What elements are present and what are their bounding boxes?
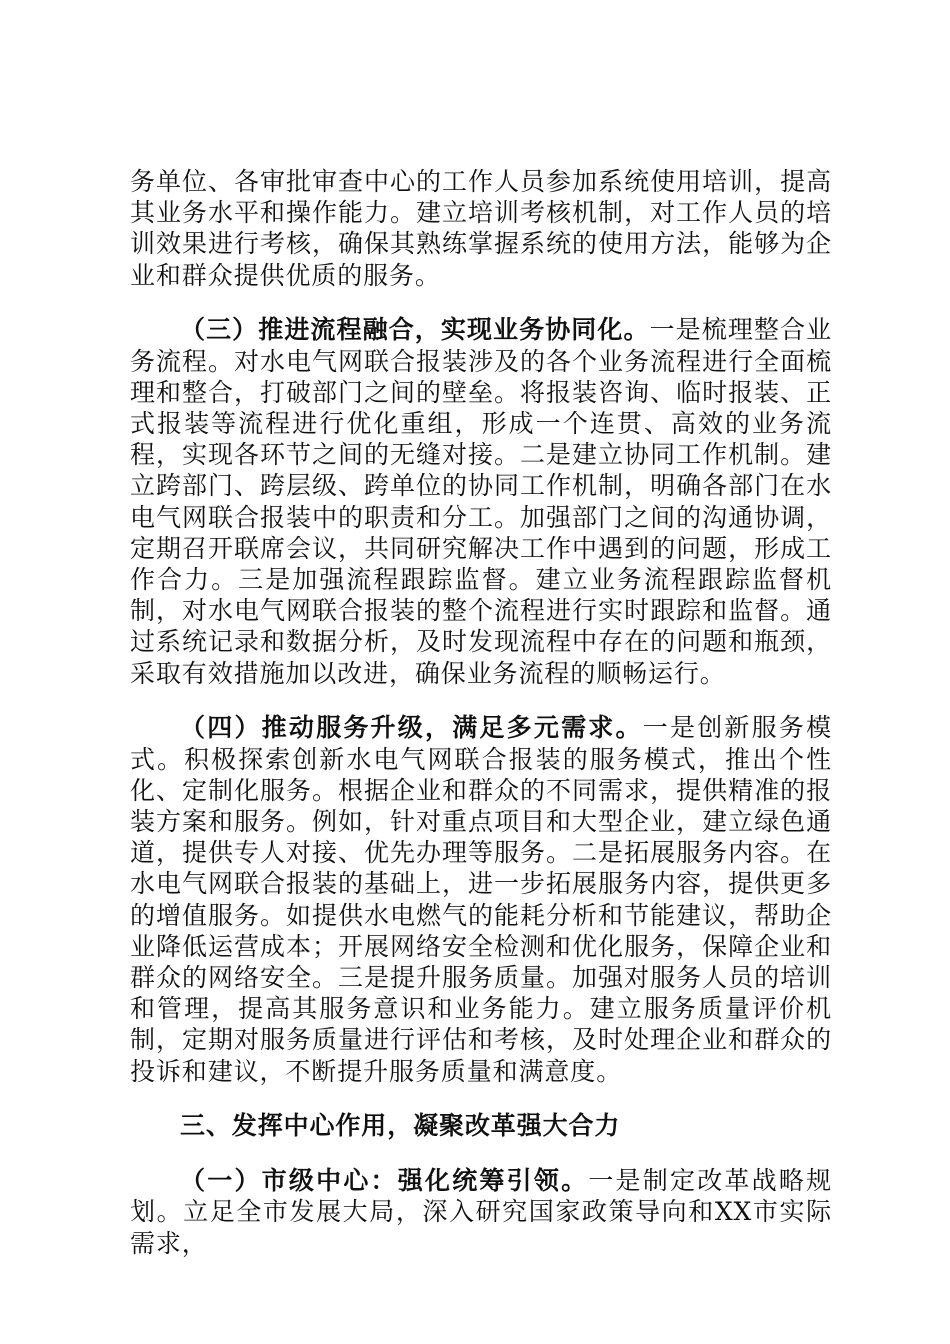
paragraph-city-center xyxy=(130,1165,832,1259)
paragraph-body: 务单位、各审批审查中心的工作人员参加系统使用培训，提高其业务水平和操作能力。建立培训考核机制，对工作人员的培训效果进行考核，确保其熟练掌握系统的使用方法，能够为企业和群众提供优质的服务。 xyxy=(130,167,832,290)
paragraph-process-integration xyxy=(130,314,832,688)
paragraph-service-upgrade xyxy=(130,712,832,1086)
section-heading: 三、发挥中心作用，凝聚改革强大合力 xyxy=(180,1111,621,1141)
paragraph-body: 一是制定改革战略规划。立足全市发展大局，深入研究国家政策导向和XX市实际需求， xyxy=(130,1166,832,1258)
paragraph-training-continued xyxy=(130,166,832,291)
paragraph-lead-heading: （四）推动服务升级，满足多元需求。 xyxy=(180,713,643,743)
document-page xyxy=(130,166,832,1282)
paragraph-lead-heading: （一）市级中心：强化统筹引领。 xyxy=(180,1166,589,1196)
paragraph-lead-heading: （三）推进流程融合，实现业务协同化。 xyxy=(180,315,650,345)
paragraph-body: 一是梳理整合业务流程。对水电气网联合报装涉及的各个业务流程进行全面梳理和整合，打破部门之间的壁垒。将报装咨询、临时报装、正式报装等流程进行优化重组，形成一个连贯、高效的业务流程，实现各环节之间的无缝对接。二是建立协同工作机制。建立跨部门、跨层级、跨单位的协同工作机制，明确各部门在水电气网联合报装中的职责和分工。加强部门之间的沟通协调，定期召开联席会议，共同研究解决工作中遇到的问题，形成工作合力。三是加强流程跟踪监督。建立业务流程跟踪监督机制，对水电气网联合报装的整个流程进行实时跟踪和监督。通过系统记录和数据分析，及时发现流程中存在的问题和瓶颈，采取有效措施加以改进，确保业务流程的顺畅运行。 xyxy=(130,315,832,688)
paragraph-body: 一是创新服务模式。积极探索创新水电气网联合报装的服务模式，推出个性化、定制化服务。根据企业和群众的不同需求，提供精准的报装方案和服务。例如，针对重点项目和大型企业，建立绿色通道，提供专人对接、优先办理等服务。二是拓展服务内容。在水电气网联合报装的基础上，进一步拓展服务内容，提供更多的增值服务。如提供水电燃气的能耗分析和节能建议，帮助企业降低运营成本；开展网络安全检测和优化服务，保障企业和群众的网络安全。三是提升服务质量。加强对服务人员的培训和管理，提高其服务意识和业务能力。建立服务质量评价机制，定期对服务质量进行评估和考核，及时处理企业和群众的投诉和建议，不断提升服务质量和满意度。 xyxy=(130,713,832,1086)
